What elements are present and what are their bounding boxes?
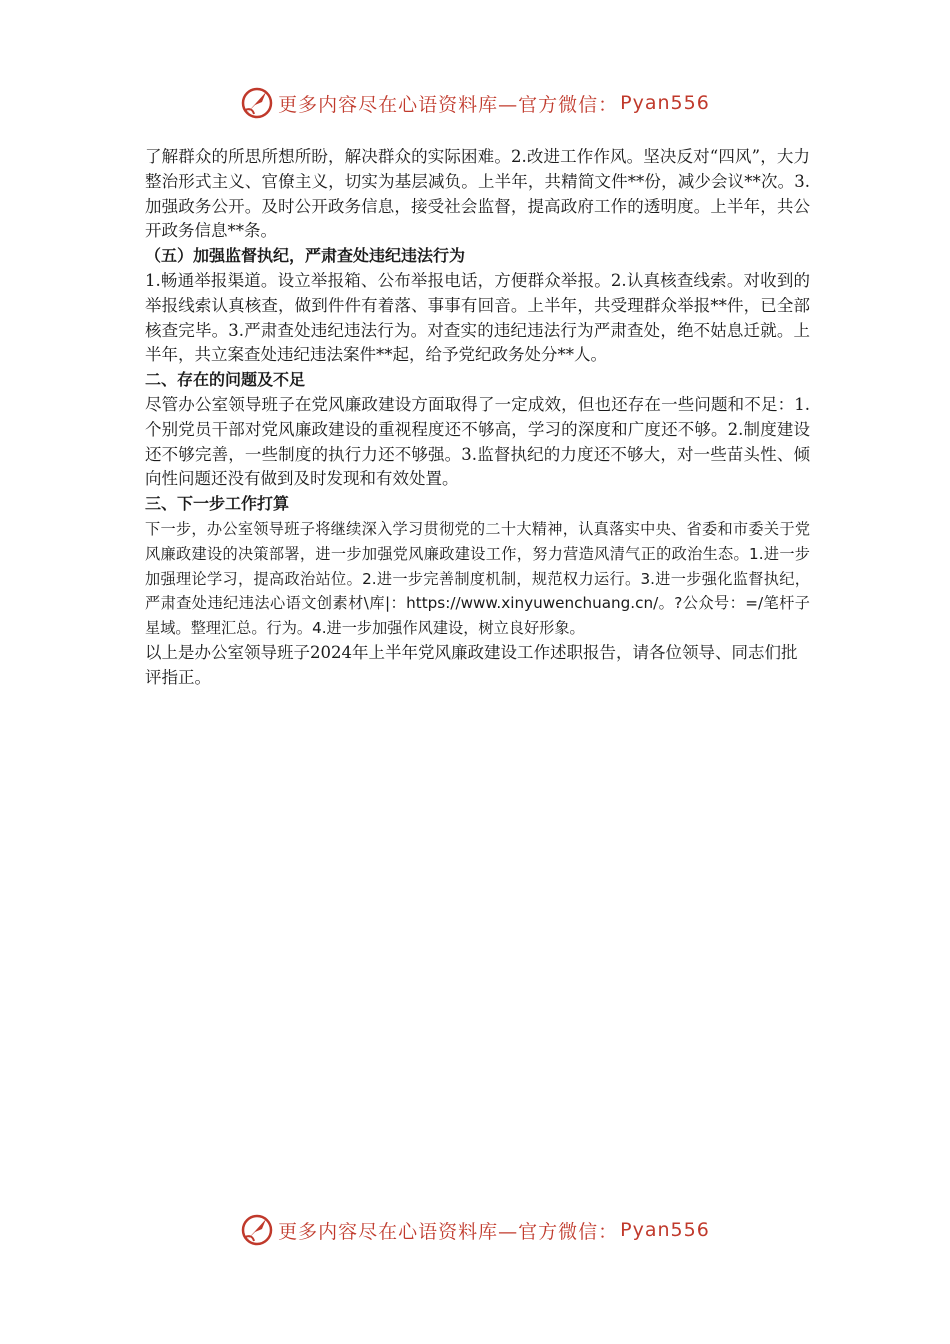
footer-banner: [0, 1213, 950, 1247]
banner-text: 更多内容尽在心语资料库—官方微信：: [278, 93, 619, 116]
paragraph-supervision: 1.畅通举报渠道。设立举报箱、公布举报电话，方便群众举报。2.认真核查线索。对收到的举报线索认真核查，做到件件有着落、事事有回音。上半年，共受理群众举报**件，已全部核查完毕。3.严肃查处违纪违法行为。对查实的违纪违法行为严肃查处，绝不姑息迁就。上半年，共立案查处违纪违法案件**起，给予党纪政务处分**人。: [145, 270, 810, 365]
quill-logo-icon: [240, 1213, 274, 1247]
paragraph-next-steps: 下一步，办公室领导班子将继续深入学习贯彻党的二十大精神，认真落实中央、省委和市委关于党风廉政建设的决策部署，进一步加强党风廉政建设工作，努力营造风清气正的政治生态。1.进一步加强理论学习，提高政治站位。2.进一步完善制度机制，规范权力运行。3.进一步强化监督执纪，严肃查处违纪违法心语文创素材\库|：https://www.xinyuwenchuang.cn/。?公众号：=/笔杆子星域。整理汇总。行为。4.进一步加强作风建设，树立良好形象。: [145, 519, 810, 638]
banner-text: 更多内容尽在心语资料库—官方微信：: [278, 1220, 619, 1243]
section-heading-5: （五）加强监督执纪，严肃查处违纪违法行为: [145, 246, 466, 266]
paragraph-continued: 了解群众的所思所想所盼，解决群众的实际困难。2.改进工作作风。坚决反对“四风”，大力整治形式主义、官僚主义，切实为基层减负。上半年，共精简文件**份，减少会议**次。3.加强政务公开。及时公开政务信息，接受社会监督，提高政府工作的透明度。上半年，共公开政务信息**条。: [145, 147, 810, 241]
header-banner: [0, 86, 950, 120]
banner-wechat-id: Pyan556: [620, 1219, 710, 1241]
section-heading-next-steps: 三、下一步工作打算: [145, 494, 290, 514]
paragraph-closing: 以上是办公室领导班子2024年上半年党风廉政建设工作述职报告，请各位领导、同志们批评指正。: [145, 642, 798, 687]
section-heading-problems: 二、存在的问题及不足: [145, 370, 306, 390]
paragraph-problems: 尽管办公室领导班子在党风廉政建设方面取得了一定成效，但也还存在一些问题和不足：1.个别党员干部对党风廉政建设的重视程度还不够高，学习的深度和广度还不够。2.制度建设还不够完善，一些制度的执行力还不够强。3.监督执纪的力度还不够大，对一些苗头性、倾向性问题还没有做到及时发现和有效处置。: [145, 394, 810, 489]
banner-wechat-id: Pyan556: [620, 92, 710, 114]
document-body: [145, 145, 810, 691]
quill-logo-icon: [240, 86, 274, 120]
